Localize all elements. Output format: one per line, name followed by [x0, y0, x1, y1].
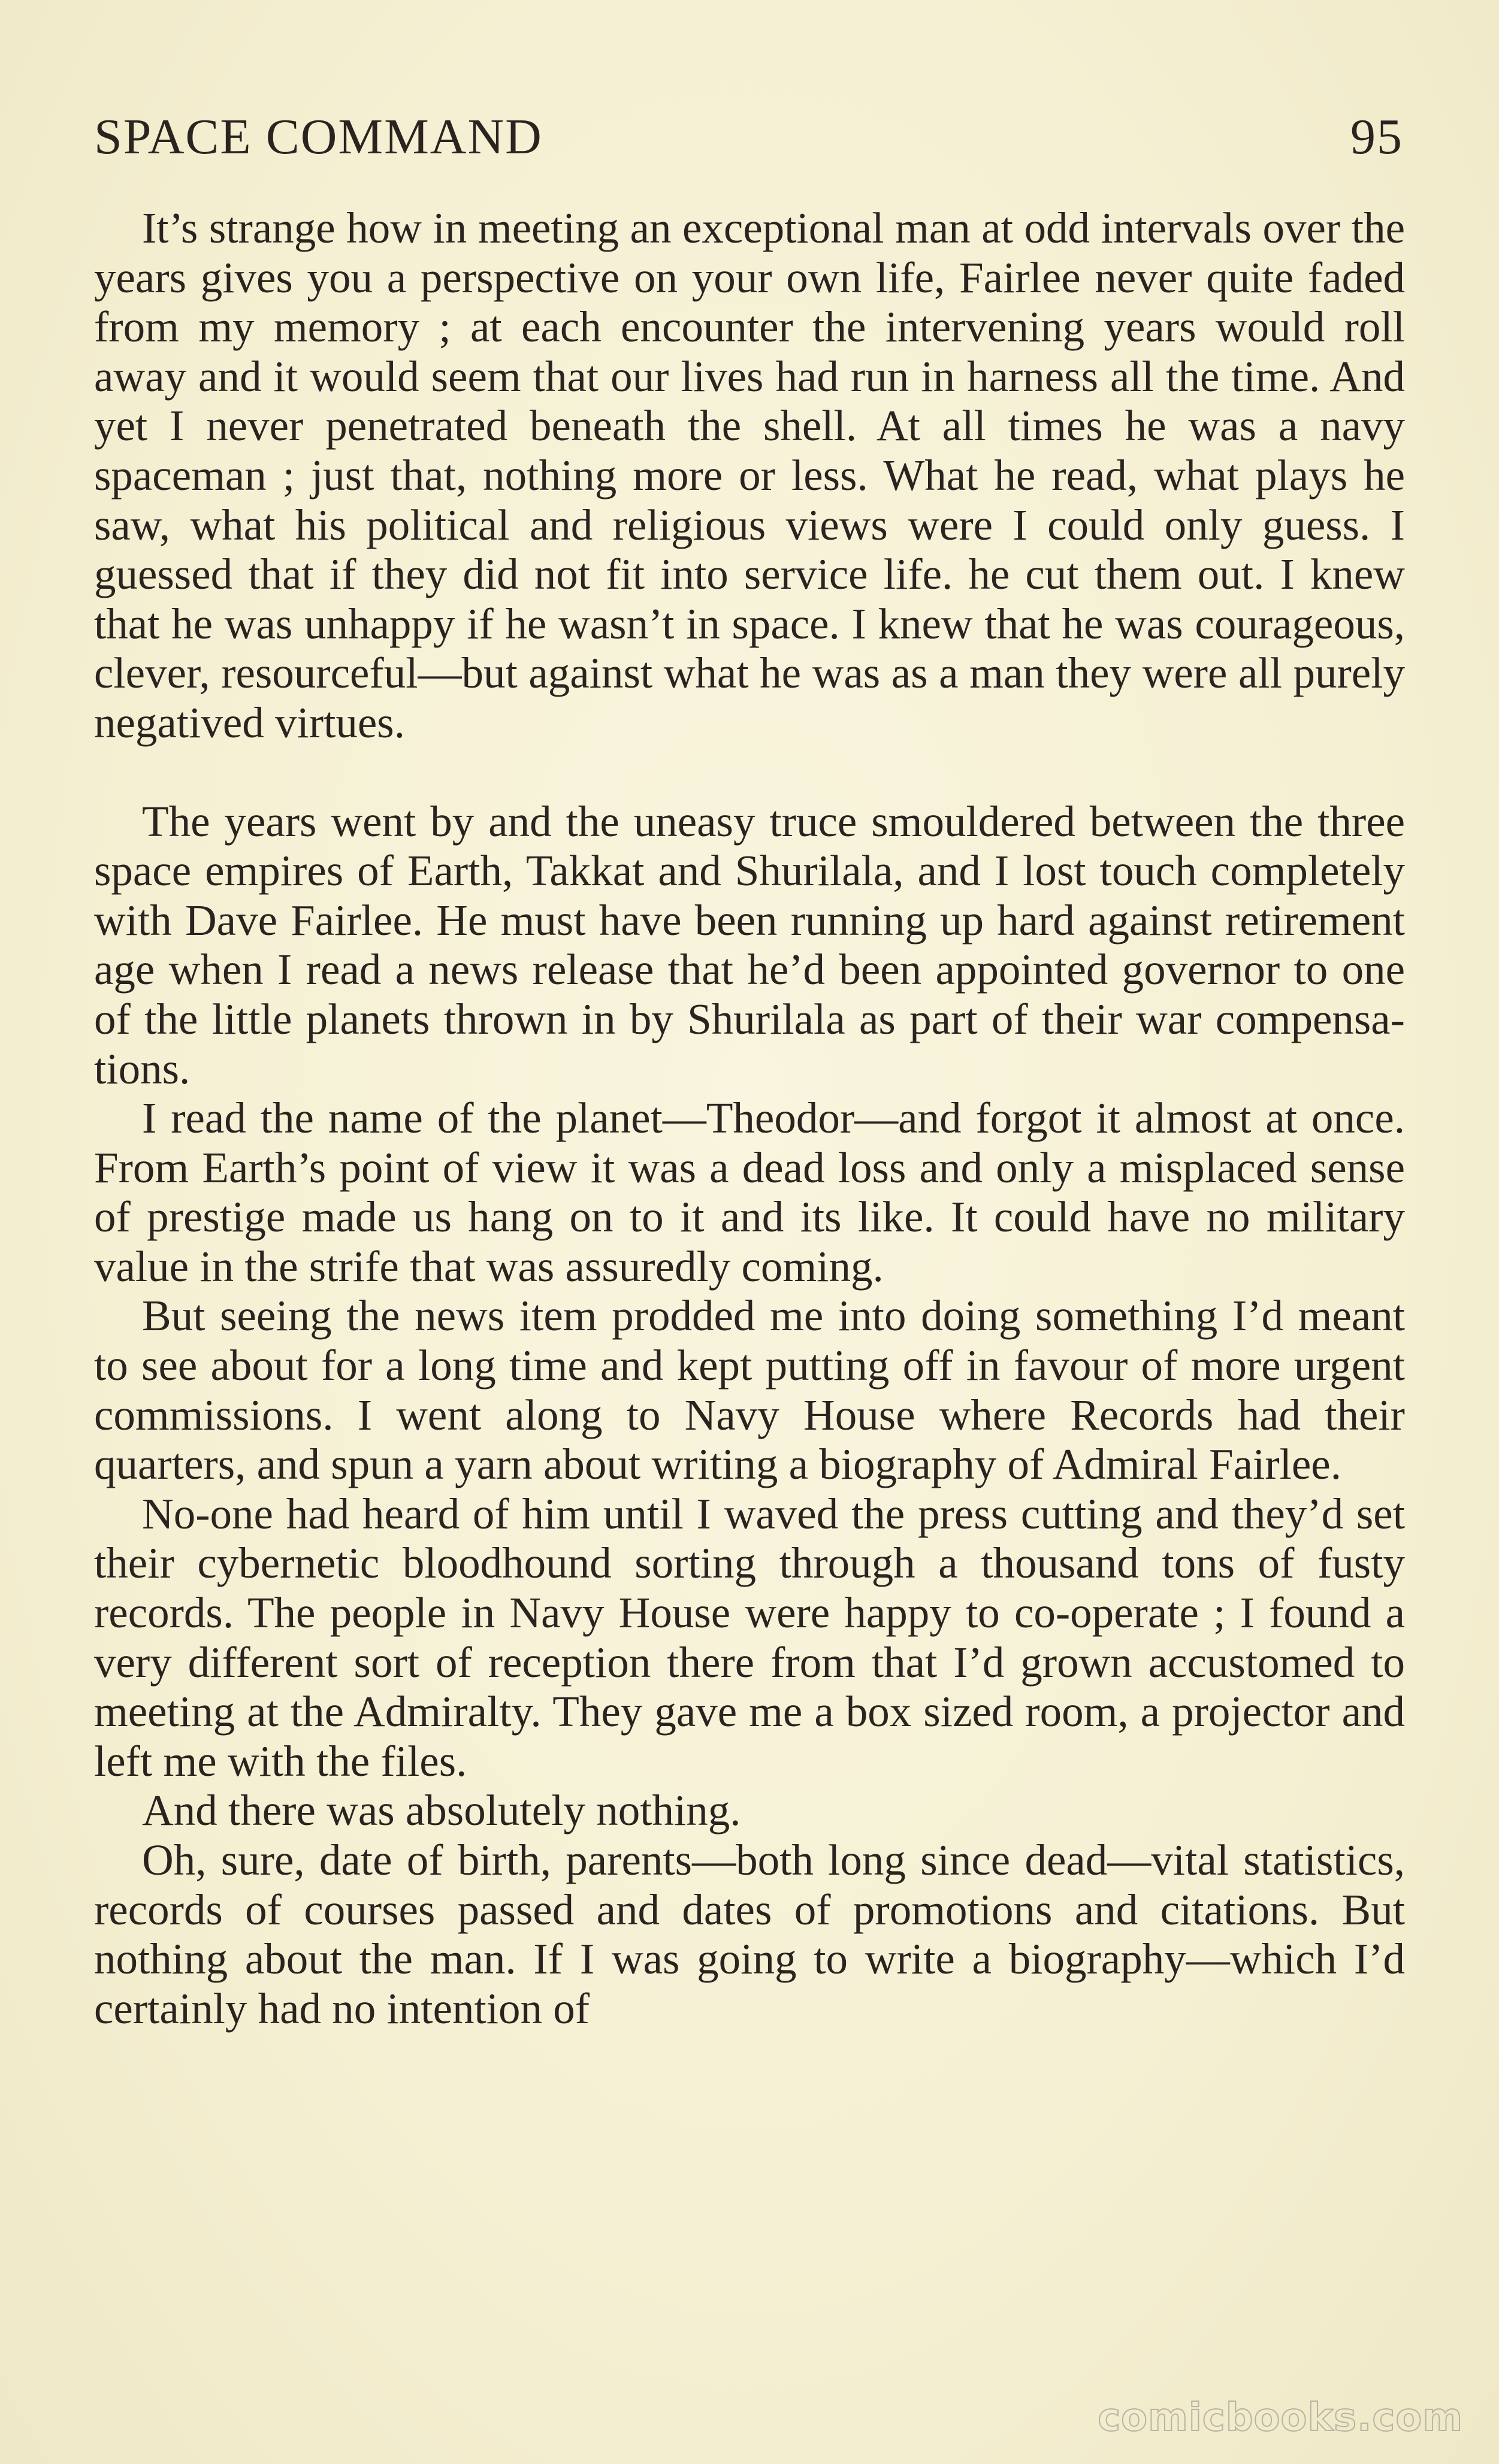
book-title: SPACE COMMAND — [94, 108, 543, 165]
body-text — [94, 204, 1405, 2033]
paragraph: Oh, sure, date of birth, parents—both long since dead—vital statistics, records of courses passed and dates of promotions and citations. But nothing about the man. If I was going to write a biography—which I’d certainly had no intention of — [94, 1836, 1405, 2033]
paragraph: I read the name of the planet—Theodor—and forgot it almost at once. From Earth’s point of view it was a dead loss and only a misplaced sense of prestige made us hang on to it and its like. It could have no military value in the strife that was assuredly coming. — [94, 1094, 1405, 1291]
paragraph: It’s strange how in meeting an exceptional man at odd intervals over the years gives you a perspective on your own life, Fairlee never quite faded from my memory ; at each encounter the intervening years would roll away and it would seem that our lives had run in harness all the time. And yet I never penetrated beneath the shell. At all times he was a navy spaceman ; just that, nothing more or less. What he read, what plays he saw, what his political and religious views were I could only guess. I guessed that if they did not fit into service life. he cut them out. I knew that he was unhappy if he wasn’t in space. I knew that he was courageous, clever, resourceful—but against what he was as a man they were all purely negatived virtues. — [94, 204, 1405, 747]
page-number: 95 — [1350, 108, 1403, 165]
running-head — [94, 107, 1403, 167]
paragraph: The years went by and the uneasy truce smouldered between the three space empires of Earth, Takkat and Shurilala, and I lost touch completely with Dave Fairlee. He must have been running up hard against retirement age when I read a news release that he’d been appointed governor to one of the little planets thrown in by Shurilala as part of their war compensa-tions. — [94, 797, 1405, 1093]
paragraph: No-one had heard of him until I waved the press cutting and they’d set their cybernetic bloodhound sorting through a thousand tons of fusty records. The people in Navy House were happy to co-operate ; I found a very different sort of reception there from that I’d grown accustomed to meeting at the Admiralty. They gave me a box sized room, a projector and left me with the files. — [94, 1489, 1405, 1785]
watermark-logo: comicbooks.com — [1098, 2396, 1463, 2440]
paragraph: And there was absolutely nothing. — [142, 1786, 741, 1835]
paragraph: But seeing the news item prodded me into doing something I’d meant to see about for a long time and kept putting off in favour of more urgent commissions. I went along to Navy House where Records had their quarters, and spun a yarn about writing a biography of Admiral Fairlee. — [94, 1291, 1405, 1489]
